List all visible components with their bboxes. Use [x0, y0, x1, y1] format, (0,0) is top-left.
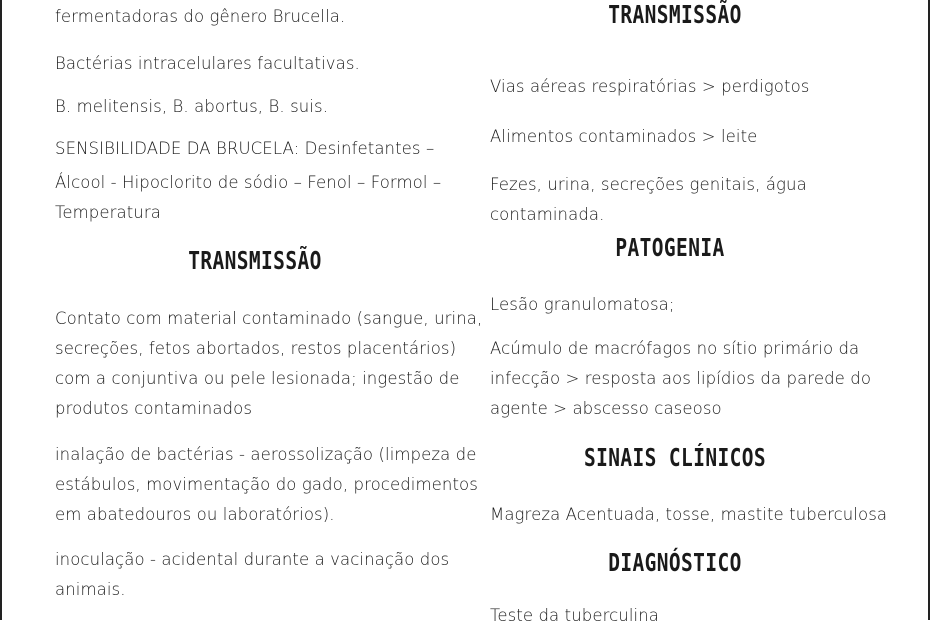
heading-transmissao: TRANSMISSÃO [188, 246, 322, 275]
inoculation-line: inoculação - acidental durante a vacinação dos [55, 550, 450, 569]
text-line: Alimentos contaminados > leite [490, 127, 758, 146]
heading-transmissao-right: TRANSMISSÃO [608, 0, 742, 29]
heading-diagnostico: DIAGNÓSTICO [608, 548, 742, 577]
heading-sinais-clinicos: SINAIS CLÍNICOS [584, 443, 766, 472]
text-line: agente > abscesso caseoso [490, 399, 722, 418]
text-line: Lesão granulomatosa; [490, 295, 675, 314]
contact-line: Contato com material contaminado (sangue, urina, [55, 309, 483, 328]
sensitivity-line: SENSIBILIDADE DA BRUCELA: Desinfetantes – [55, 139, 435, 158]
text-line: infecção > resposta aos lipídios da parede do [490, 369, 872, 388]
text-line: Acúmulo de macrófagos no sítio primário da [490, 339, 860, 358]
text-line: contaminada. [490, 205, 605, 224]
contact-line: produtos contaminados [55, 399, 253, 418]
text-line: Fezes, urina, secreções genitais, água [490, 175, 807, 194]
heading-patogenia: PATOGENIA [615, 233, 725, 262]
inhalation-line: estábulos, movimentação do gado, procedimentos [55, 475, 478, 494]
text-line: fermentadoras do gênero Brucella. [55, 7, 346, 26]
inoculation-line: animais. [55, 580, 126, 599]
contact-line: com a conjuntiva ou pele lesionada; ingestão de [55, 369, 460, 388]
sensitivity-line: Álcool - Hipoclorito de sódio – Fenol – Formol – [55, 173, 442, 192]
inhalation-line: em abatedouros ou laboratórios). [55, 505, 335, 524]
text-line: Bactérias intracelulares facultativas. [55, 54, 360, 73]
text-line: B. melitensis, B. abortus, B. suis. [55, 97, 329, 116]
contact-line: secreções, fetos abortados, restos placentários) [55, 339, 457, 358]
text-line: Magreza Acentuada, tosse, mastite tuberculosa [490, 505, 888, 524]
sensitivity-line: Temperatura [55, 203, 161, 222]
text-line: Vias aéreas respiratórias > perdigotos [490, 77, 810, 96]
text-line: Teste da tuberculina [490, 606, 659, 625]
left-border [0, 0, 2, 620]
inhalation-line: inalação de bactérias - aerossolização (limpeza de [55, 445, 477, 464]
